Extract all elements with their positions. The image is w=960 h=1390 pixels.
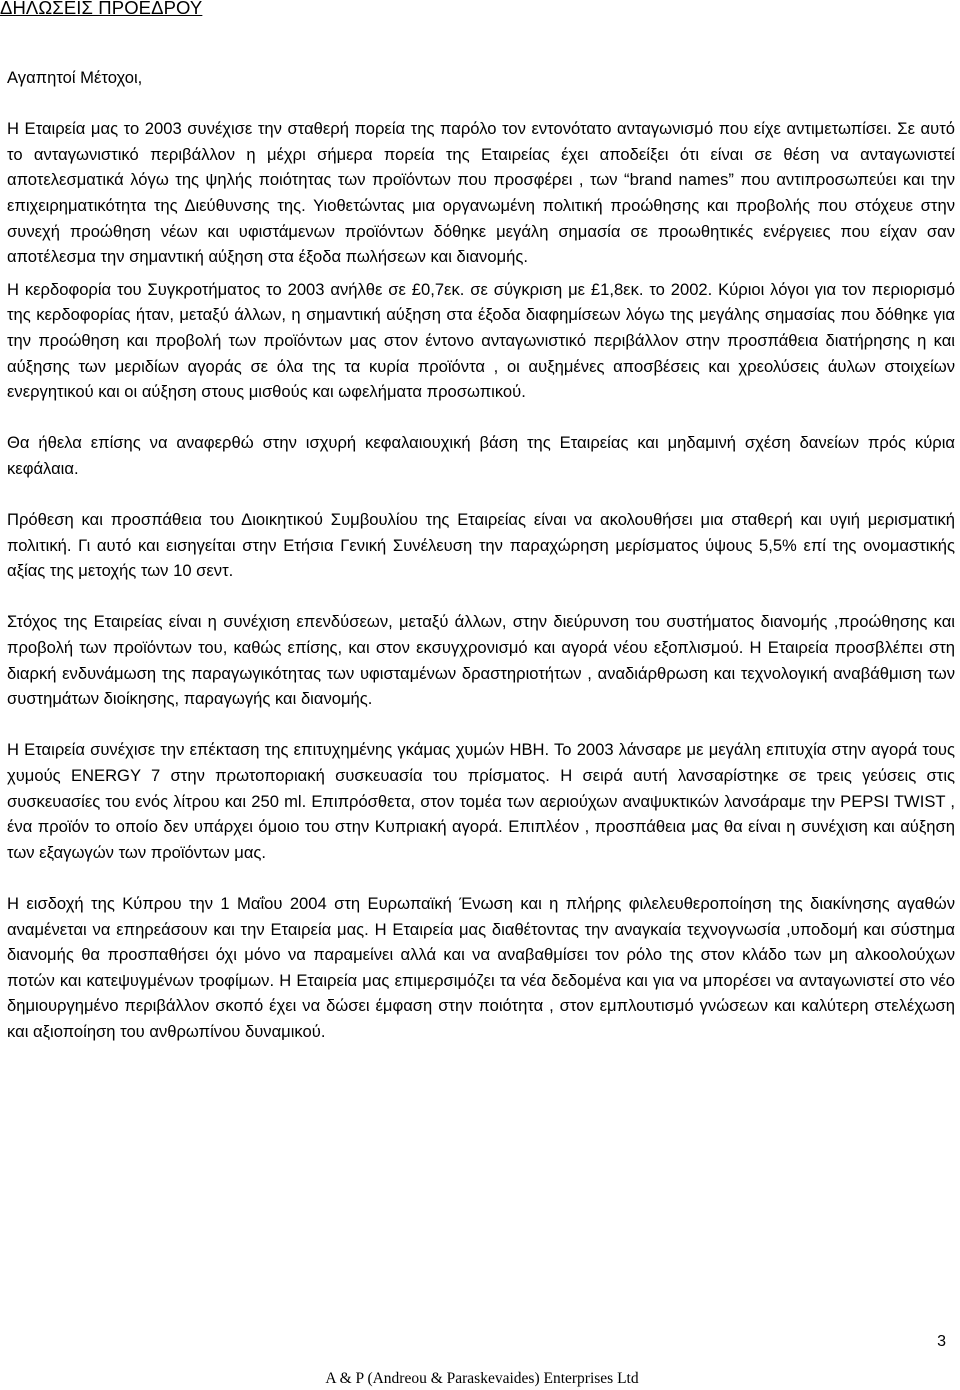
paragraph: Η Εταιρεία συνέχισε την επέκταση της επιτυχημένης γκάμας χυμών ΗΒΗ. Το 2003 λάνσαρε με μεγάλη επιτυχία στην αγορά τους χυμούς ENERGY 7 στην πρωτοποριακή συσκευασία του πρίσματος. Η σειρά αυτή λανσαρίστηκε σε τρεις γεύσεις στις συσκευασίες του ενός λίτρου και 250 ml. Επιπρόσθετα, στον τομέα των αεριούχων αναψυκτικών λανσάραμε την PEPSI TWIST , ένα προϊόν το οποίο δεν υπάρχει όμοιο του στην Κυπριακή αγορά. Επιπλέον , προσπάθεια μας θα είναι η συνέχιση και αύξηση των εξαγωγών των προϊόντων μας. [7,740,955,862]
footer [0,1369,960,1389]
paragraph: Πρόθεση και προσπάθεια του Διοικητικού Συμβουλίου της Εταιρείας είναι να ακολουθήσει μια σταθερή και υγιή μερισματική πολιτική. Γι αυτό και εισηγείται στην Ετήσια Γενική Συνέλευση την παραχώρηση μερίσματος ύψους 5,5% επί της ονομαστικής αξίας της μετοχής των 10 σεντ. [7,510,955,581]
paragraph: Θα ήθελα επίσης να αναφερθώ στην ισχυρή κεφαλαιουχική βάση της Εταιρείας και μηδαμινή σχέση δανείων πρός κύρια κεφάλαια. [7,433,955,478]
paragraph: Η Εταιρεία μας το 2003 συνέχισε την σταθερή πορεία της παρόλο τον εντονότατο ανταγωνισμό που είχε αντιμετωπίσει. Σε αυτό το ανταγωνιστικό περιβάλλον η μέχρι σήμερα πορεία της Εταιρείας έχει αποδείξει ότι είναι σε θέση να ανταγωνιστεί αποτελεσματικά λόγω της ψηλής ποιότητας των προϊόντων που προσφέρει , των “brand names” που αντιπροσωπεύει και την επιχειρηματικότητα της Διεύθυνσης της. Υιοθετώντας μια οργανωμένη πολιτική προώθησης και προβολής που στόχευε στην συνεχή προώθηση νέων και υφιστάμενων προϊόντων δόθηκε μεγάλη σημασία σε προωθητικές ενέργειες που είχαν σαν αποτέλεσμα την σημαντική αύξηση στα έξοδα πωλήσεων και διανομής. [7,119,955,267]
paragraph: Στόχος της Εταιρείας είναι η συνέχιση επενδύσεων, μεταξύ άλλων, στην διεύρυνση του συστήματος διανομής ,προώθησης και προβολή των προϊόντων του, καθώς επίσης, και στον εκσυγχρονισμό και αγορά νέου εξοπλισμού. Η Εταιρεία προσβλέπει στη διαρκή ενδυνάμωση της παραγωγικότητας των υφισταμένων δραστηριοτήτων , αναδιάρθρωση και τεχνολογική αναβάθμιση των συστημάτων διοίκησης, παραγωγής και διανομής. [7,612,955,709]
paragraph: Η κερδοφορία του Συγκροτήματος το 2003 ανήλθε σε £0,7εκ. σε σύγκριση με £1,8εκ. το 2002. Κύριοι λόγοι για τον περιορισμό της κερδοφορίας ήταν, μεταξύ άλλων, η σημαντική αύξηση στα έξοδα διαφημίσεων λόγω της μεγάλης σημασίας που δόθηκε για την προώθηση και προβολή των προϊόντων μας στον έντονο ανταγωνιστικό περιβάλλον στην προσπάθεια διατήρησης η και αύξησης των μεριδίων αγοράς σε όλα της τα κυρία προϊόντα , οι αυξημένες αποσβέσεις και χρεολύσεις άυλων στοιχείων ενεργητικού και οι αύξηση στους μισθούς και ωφελήματα προσωπικού. [7,279,955,402]
section-title: ΔΗΛΩΣΕΙΣ ΠΡΟΕΔΡΟΥ [0,0,203,18]
page-number: 3 [937,1333,946,1350]
document-body [7,65,955,1045]
paragraph: Η εισδοχή της Κύπρου την 1 Μαΐου 2004 στη Ευρωπαϊκή Ένωση και η πλήρης φιλελευθεροποίηση της διακίνησης αγαθών αναμένεται να επηρεάσουν και την Εταιρεία μας. Η Εταιρεία μας διαθέτοντας την αναγκαία τεχνογνωσία ,υποδομή και σύστημα διανομής θα προσπαθήσει όχι μόνο να παραμείνει αλλά και να αναβαθμίσει τον ρόλο της στον κλάδο των μη αλκοολούχων ποτών και κατεψυγμένων τροφίμων. Η Εταιρεία μας επιμερσιμόζει τα νέα δεδομένα και για να μπορέσει να ανταγωνιστεί στο νέο δημιουργημένο περιβάλλον σκοπό έχει να δώσει έμφαση στην ποιότητα , στον εμπλουτισμό γνώσεων και καλύτερη στελέχωση και αξιοποίηση του ανθρωπίνου δυναμικού. [7,894,955,1041]
footer-company-name: A & P (Andreou & Paraskevaides) Enterprises Ltd [325,1370,639,1387]
salutation: Αγαπητοί Μέτοχοι, [7,68,143,87]
